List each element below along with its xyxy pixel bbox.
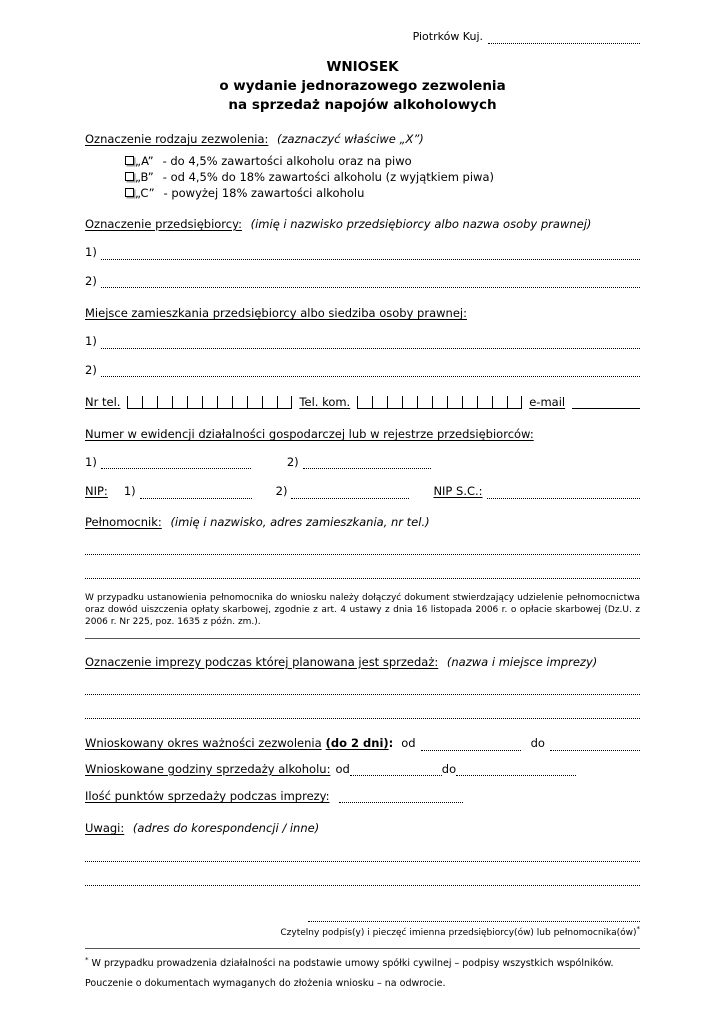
entrepreneur-heading-line — [85, 217, 640, 231]
nip-field-1[interactable] — [140, 487, 252, 499]
row-number: 2) — [85, 273, 97, 288]
proxy-heading-line — [85, 515, 640, 529]
comb-cell — [387, 396, 402, 409]
checkbox-a[interactable] — [125, 156, 134, 165]
entrepreneur-field-1[interactable] — [101, 248, 640, 260]
nip-field-2[interactable] — [291, 487, 409, 499]
hours-from-label: od — [335, 761, 350, 776]
signature-caption-text: Czytelny podpis(y) i pieczęć imienna przedsiębiorcy(ów) lub pełnomocnika(ów) — [280, 927, 637, 938]
date-fill-field[interactable] — [488, 32, 640, 44]
address-heading: Miejsce zamieszkania przedsiębiorcy albo siedziba osoby prawnej: — [85, 305, 467, 320]
option-c-text: - powyżej 18% zawartości alkoholu — [163, 185, 365, 200]
entrepreneur-section — [85, 217, 640, 288]
comb-cell — [127, 396, 142, 409]
row-number: 1) — [85, 334, 97, 349]
license-type-heading-line — [85, 132, 640, 146]
nip-label: NIP: — [85, 484, 108, 499]
comb-cell — [247, 396, 262, 409]
comb-cell — [187, 396, 202, 409]
address-heading-line — [85, 306, 640, 320]
event-row-2 — [85, 707, 640, 719]
phone-label: Nr tel. — [85, 395, 121, 410]
row-number: 2) — [85, 362, 97, 377]
event-hint: (nazwa i miejsce imprezy) — [446, 654, 598, 669]
license-type-options — [85, 153, 640, 201]
nip-item-2-label: 2) — [275, 484, 288, 499]
entrepreneur-row-2 — [85, 274, 640, 288]
validity-from-field[interactable] — [421, 739, 521, 751]
mobile-label: Tel. kom. — [299, 395, 351, 410]
registry-field-1[interactable] — [101, 457, 251, 469]
registry-item-1-label: 1) — [85, 454, 97, 469]
validity-heading: Wnioskowany okres ważności zezwolenia — [85, 736, 322, 751]
remarks-hint: (adres do korespondencji / inne) — [132, 821, 320, 836]
entrepreneur-hint: (imię i nazwisko przedsiębiorcy albo nazwa osoby prawnej) — [250, 216, 592, 231]
hours-row — [85, 762, 640, 776]
validity-range-note: (do 2 dni) — [325, 736, 389, 751]
event-heading-line — [85, 655, 640, 669]
comb-cell — [447, 396, 462, 409]
entrepreneur-heading: Oznaczenie przedsiębiorcy: — [85, 216, 242, 231]
footnote-civil-partnership — [85, 956, 640, 970]
registry-heading: Numer w ewidencji działalności gospodarczej lub w rejestrze przedsiębiorców: — [85, 427, 534, 442]
place-label: Piotrków Kuj. — [412, 30, 483, 43]
remarks-field-1[interactable] — [85, 850, 640, 862]
proxy-row-1 — [85, 543, 640, 555]
comb-cell — [477, 396, 492, 409]
comb-cell — [432, 396, 447, 409]
title-line-3: na sprzedaż napojów alkoholowych — [228, 96, 497, 113]
license-option-c — [125, 185, 640, 201]
phone-comb-field[interactable] — [127, 396, 292, 409]
option-a-code: „A” — [135, 153, 154, 168]
nip-item-1-label: 1) — [123, 484, 136, 499]
footnote-star: * — [85, 956, 89, 965]
comb-cell — [402, 396, 417, 409]
proxy-hint: (imię i nazwisko, adres zamieszkania, nr tel.) — [170, 514, 430, 529]
address-row-2 — [85, 363, 640, 377]
footnote-1-text: W przypadku prowadzenia działalności na podstawie umowy spółki cywilnej – podpisy wszystkich wspólników. — [91, 958, 614, 970]
remarks-row-2 — [85, 874, 640, 886]
proxy-field-2[interactable] — [85, 567, 640, 579]
proxy-section — [85, 515, 640, 639]
remarks-heading-line — [85, 821, 640, 835]
comb-cell — [507, 396, 522, 409]
points-row — [85, 789, 640, 803]
proxy-legal-note: W przypadku ustanowienia pełnomocnika do wniosku należy dołączyć dokument stwierdzający udzielenie pełnomocnictwa oraz dowód uiszczenia opłaty skarbowej, zgodnie z art. 4 ustawy z dnia 16 listopada 2006 r. o opłacie skarbowej (Dz.U. z 2006 r. Nr 225, poz. 1635 z późn. zm.). — [85, 592, 640, 627]
hours-to-field[interactable] — [456, 765, 576, 776]
remarks-heading: Uwagi: — [85, 821, 125, 836]
email-label: e-mail — [529, 395, 566, 410]
event-field-2[interactable] — [85, 707, 640, 719]
license-type-section — [85, 132, 640, 200]
proxy-row-2 — [85, 567, 640, 579]
comb-cell — [217, 396, 232, 409]
nip-row — [85, 484, 640, 498]
option-b-text: - od 4,5% do 18% zawartości alkoholu (z wyjątkiem piwa) — [162, 169, 494, 184]
comb-cell — [357, 396, 372, 409]
license-option-a — [125, 153, 640, 169]
address-section — [85, 306, 640, 377]
footnote-instruction: Pouczenie o dokumentach wymaganych do złożenia wniosku – na odwrocie. — [85, 978, 446, 990]
option-b-code: „B” — [135, 169, 154, 184]
registry-heading-line — [85, 427, 640, 441]
comb-cell — [492, 396, 507, 409]
address-field-2[interactable] — [101, 365, 640, 377]
comb-cell — [172, 396, 187, 409]
nip-sc-field[interactable] — [487, 487, 640, 499]
signature-line[interactable] — [308, 910, 640, 922]
license-type-heading: Oznaczenie rodzaju zezwolenia: — [85, 132, 269, 147]
contact-row — [85, 395, 640, 409]
license-type-hint: (zaznaczyć właściwe „X”) — [277, 132, 424, 147]
address-field-1[interactable] — [101, 337, 640, 349]
event-heading: Oznaczenie imprezy podczas której planowana jest sprzedaż: — [85, 654, 439, 669]
entrepreneur-row-1 — [85, 245, 640, 259]
nip-sc-label: NIP S.C.: — [433, 484, 483, 499]
points-heading: Ilość punktów sprzedaży podczas imprezy: — [85, 788, 330, 803]
address-row-1 — [85, 334, 640, 348]
comb-cell — [262, 396, 277, 409]
validity-row — [85, 736, 640, 750]
hours-heading: Wnioskowane godziny sprzedaży alkoholu: — [85, 761, 331, 776]
hours-to-label: do — [441, 761, 457, 776]
event-field-1[interactable] — [85, 683, 640, 695]
registry-section — [85, 427, 640, 469]
comb-cell — [277, 396, 292, 409]
validity-colon: : — [388, 736, 394, 751]
footnotes — [85, 948, 640, 990]
comb-cell — [372, 396, 387, 409]
validity-to-label: do — [530, 736, 545, 751]
row-number: 1) — [85, 245, 97, 260]
option-a-text: - do 4,5% zawartości alkoholu oraz na piwo — [162, 153, 412, 168]
registry-row — [85, 455, 640, 469]
proxy-heading: Pełnomocnik: — [85, 514, 162, 529]
comb-cell — [202, 396, 217, 409]
registry-item-2-label: 2) — [286, 454, 299, 469]
validity-to-field[interactable] — [550, 739, 640, 751]
comb-cell — [417, 396, 432, 409]
checkbox-c[interactable] — [125, 188, 134, 197]
remarks-section — [85, 821, 640, 885]
signature-footnote-mark: * — [636, 924, 640, 933]
title-line-2: o wydanie jednorazowego zezwolenia — [219, 77, 506, 94]
checkbox-b[interactable] — [125, 172, 134, 181]
header-place-line — [85, 30, 640, 44]
event-section — [85, 655, 640, 719]
mobile-comb-field[interactable] — [357, 396, 522, 409]
remarks-field-2[interactable] — [85, 874, 640, 886]
comb-cell — [462, 396, 477, 409]
comb-cell — [157, 396, 172, 409]
hours-from-field[interactable] — [350, 765, 442, 776]
proxy-field-1[interactable] — [85, 543, 640, 555]
remarks-row-1 — [85, 850, 640, 862]
registry-field-2[interactable] — [303, 457, 431, 469]
title-line-1: WNIOSEK — [326, 58, 399, 75]
license-option-b — [125, 169, 640, 185]
validity-from-label: od — [401, 736, 416, 751]
email-field[interactable] — [572, 396, 640, 409]
option-c-code: „C” — [135, 185, 155, 200]
form-title — [85, 58, 640, 115]
event-row-1 — [85, 683, 640, 695]
entrepreneur-field-2[interactable] — [101, 276, 640, 288]
section-divider — [85, 638, 640, 639]
signature-caption — [280, 925, 640, 939]
comb-cell — [142, 396, 157, 409]
signature-block — [85, 910, 640, 939]
points-field[interactable] — [339, 791, 463, 803]
comb-cell — [232, 396, 247, 409]
